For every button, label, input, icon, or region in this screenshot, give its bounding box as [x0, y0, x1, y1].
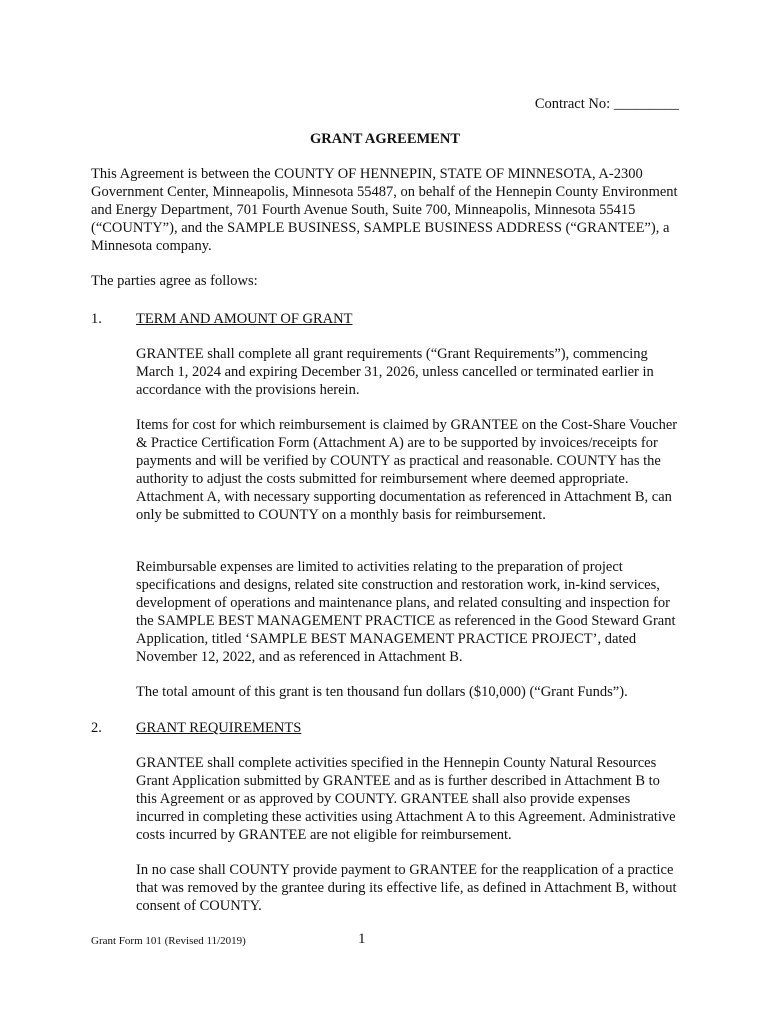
document-title: GRANT AGREEMENT: [310, 131, 460, 147]
section-1-paragraph-2: Items for cost for which reimbursement is claimed by GRANTEE on the Cost-Share Voucher & Practice Certification Form (Attachment A) are to be supported by invoices/receipts for payments and will be verified by COUNTY as practical and reasonable. COUNTY has the authority to adjust the costs submitted for reimbursement where deemed appropriate. Attachment A, with necessary supporting documentation as referenced in Attachment B, can only be submitted to COUNTY on a monthly basis for reimbursement.: [136, 417, 678, 523]
contract-number: Contract No: _________: [534, 96, 679, 112]
section-2-paragraph-2: In no case shall COUNTY provide payment to GRANTEE for the reapplication of a practice that was removed by the grantee during its effective life, as defined in Attachment B, without consent of COUNTY.: [136, 862, 677, 914]
section-1-heading: TERM AND AMOUNT OF GRANT: [136, 311, 353, 327]
section-1-paragraph-3: Reimbursable expenses are limited to activities relating to the preparation of project specifications and designs, related site construction and restoration work, in-kind services, development of operations and maintenance plans, and related consulting and inspection for the SAMPLE BEST MANAGEMENT PRACTICE as referenced in the Good Steward Grant Application, titled ‘SAMPLE BEST MANAGEMENT PRACTICE PROJECT’, dated November 12, 2022, and as referenced in Attachment B.: [136, 559, 676, 665]
section-1-paragraph-1: GRANTEE shall complete all grant requirements (“Grant Requirements”), commencing March 1, 2024 and expiring December 31, 2026, unless cancelled or terminated earlier in accordance with the provisions herein.: [136, 346, 654, 398]
section-2-paragraph-1: GRANTEE shall complete activities specified in the Hennepin County Natural Resources Grant Application submitted by GRANTEE and as is further described in Attachment B to this Agreement or as approved by COUNTY. GRANTEE shall also provide expenses incurred in completing these activities using Attachment A to this Agreement. Administrative costs incurred by GRANTEE are not eligible for reimbursement.: [136, 755, 676, 843]
footer-form-label: Grant Form 101 (Revised 11/2019): [91, 935, 246, 947]
section-2-heading: GRANT REQUIREMENTS: [136, 720, 302, 736]
intro-paragraph: This Agreement is between the COUNTY OF HENNEPIN, STATE OF MINNESOTA, A-2300 Government Center, Minneapolis, Minnesota 55487, on behalf of the Hennepin County Environment and Energy Department, 701 Fourth Avenue South, Suite 700, Minneapolis, Minnesota 55415 (“COUNTY”), and the SAMPLE BUSINESS, SAMPLE BUSINESS ADDRESS (“GRANTEE”), a Minnesota company.: [91, 166, 678, 254]
section-2-number: 2.: [91, 720, 102, 736]
section-1-paragraph-4: The total amount of this grant is ten thousand fun dollars ($10,000) (“Grant Funds”).: [136, 684, 628, 700]
agree-statement: The parties agree as follows:: [91, 273, 258, 289]
section-1-number: 1.: [91, 311, 102, 327]
page-number: 1: [358, 931, 366, 947]
